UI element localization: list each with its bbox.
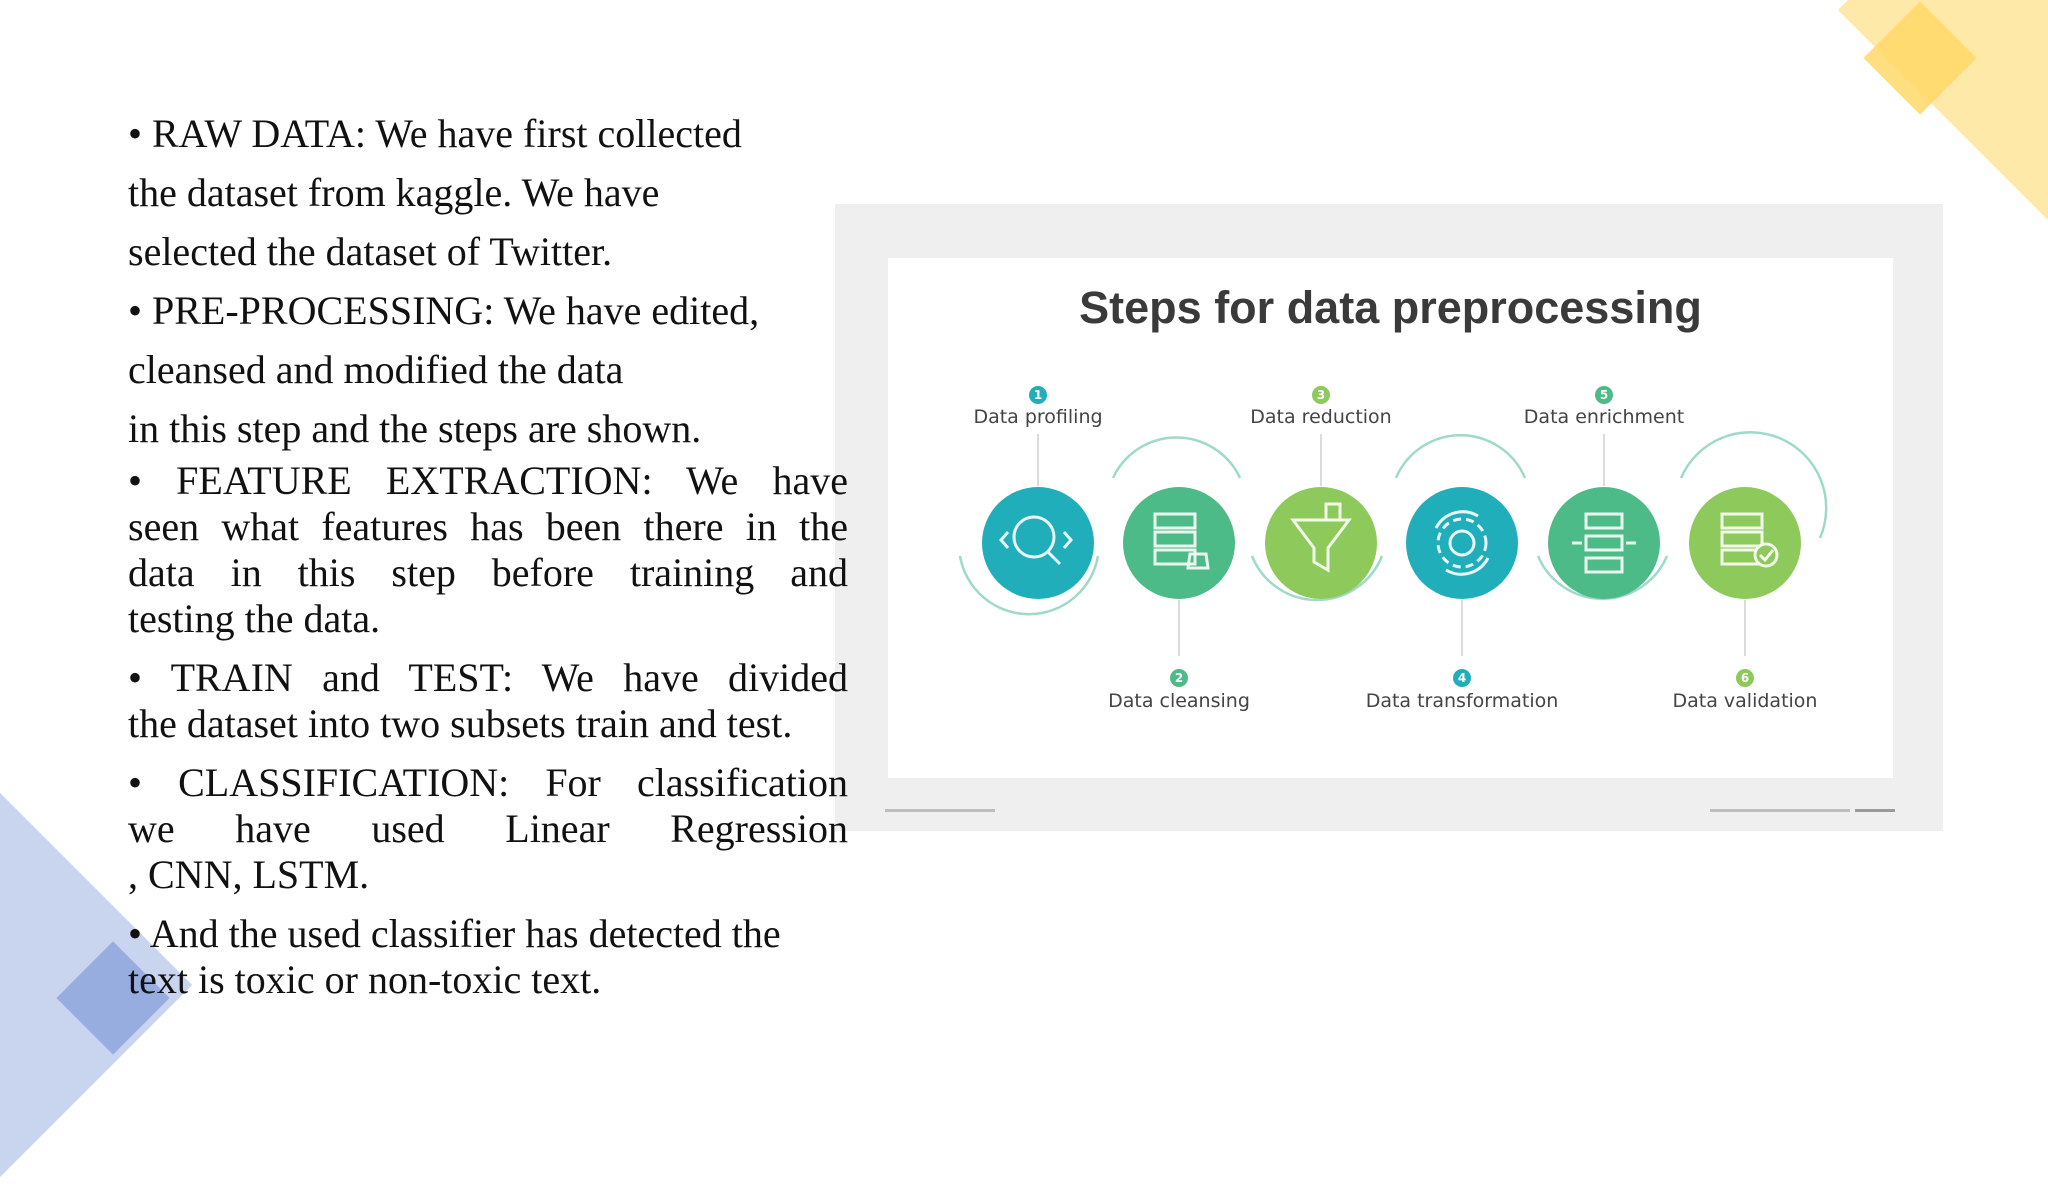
step-label-profiling: Data profiling	[973, 406, 1103, 428]
text-line: • CLASSIFICATION: For classification	[128, 760, 848, 805]
text-line: • PRE-PROCESSING: We have edited,	[128, 288, 760, 333]
text-line: • FEATURE EXTRACTION: We have	[128, 458, 848, 503]
step-circle-4	[1406, 487, 1518, 599]
footer-credit-mark	[885, 809, 995, 812]
step-label-validation: Data validation	[1672, 690, 1818, 712]
text-line: selected the dataset of Twitter.	[128, 229, 613, 274]
step-circle-5	[1548, 487, 1660, 599]
step-number-4: 4	[1453, 669, 1471, 687]
step-number-5: 5	[1595, 386, 1613, 404]
step-circle-3	[1265, 487, 1377, 599]
step-label-enrichment: Data enrichment	[1523, 406, 1685, 428]
figure-card	[888, 258, 1893, 778]
connector-arc	[1113, 437, 1240, 478]
step-number-2: 2	[1170, 669, 1188, 687]
text-line: cleansed and modified the data	[128, 347, 624, 392]
text-line: the dataset from kaggle. We have	[128, 170, 660, 215]
text-line: seen what features has been there in the	[128, 504, 848, 549]
footer-copyright-mark	[1710, 809, 1850, 812]
step-label-transformation: Data transformation	[1365, 690, 1559, 712]
slide-text	[128, 104, 848, 1003]
connector-arc	[1396, 435, 1525, 478]
text-line: in this step and the steps are shown.	[128, 406, 702, 451]
text-line: • And the used classifier has detected the	[128, 911, 781, 956]
step-number-1: 1	[1029, 386, 1047, 404]
publisher-logo	[1855, 809, 1895, 812]
text-line: , CNN, LSTM.	[128, 852, 370, 897]
text-line: data in this step before training and	[128, 550, 848, 595]
text-line: testing the data.	[128, 596, 381, 641]
step-label-cleansing: Data cleansing	[1108, 690, 1250, 712]
text-line: • TRAIN and TEST: We have divided	[128, 655, 848, 700]
step-circle-6	[1689, 487, 1801, 599]
text-line: text is toxic or non-toxic text.	[128, 957, 602, 1002]
step-label-reduction: Data reduction	[1250, 406, 1392, 428]
step-circle-1	[982, 487, 1094, 599]
step-circle-2	[1123, 487, 1235, 599]
text-line: • RAW DATA: We have first collected	[128, 111, 742, 156]
step-number-3: 3	[1312, 386, 1330, 404]
text-line: the dataset into two subsets train and test.	[128, 701, 793, 746]
preprocessing-figure	[835, 204, 1943, 831]
figure-title: Steps for data preprocessing	[1079, 282, 1702, 333]
text-line: we have used Linear Regression	[128, 806, 848, 851]
step-number-6: 6	[1736, 669, 1754, 687]
